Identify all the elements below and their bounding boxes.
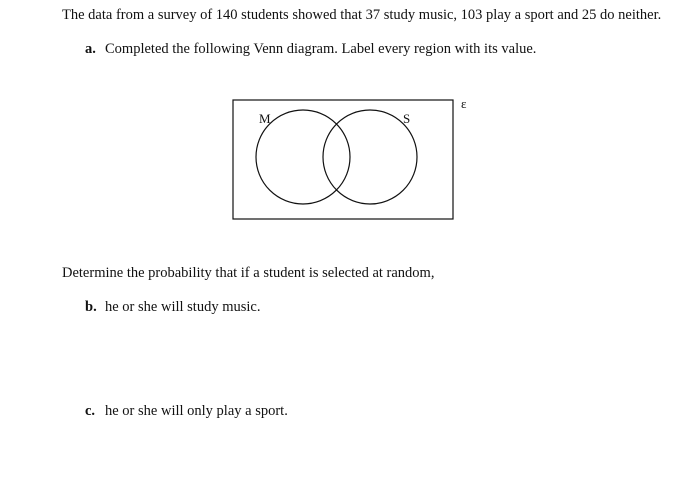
question-b-text: he or she will study music. bbox=[105, 299, 261, 315]
universal-set-symbol: ε bbox=[461, 96, 467, 111]
probability-instruction: Determine the probability that if a student is selected at random, bbox=[62, 265, 435, 281]
question-b-label: b. bbox=[85, 299, 97, 315]
question-a-text: Completed the following Venn diagram. Label every region with its value. bbox=[105, 41, 537, 57]
question-a-label: a. bbox=[85, 41, 96, 57]
question-b bbox=[85, 300, 260, 315]
question-c bbox=[85, 404, 288, 419]
set-m-label: M bbox=[259, 111, 271, 126]
question-c-label: c. bbox=[85, 403, 96, 419]
question-c-text: he or she will only play a sport. bbox=[105, 403, 288, 419]
set-s-label: S bbox=[403, 111, 411, 126]
problem-statement: The data from a survey of 140 students showed that 37 study music, 103 play a sport and 25 do neither. bbox=[62, 7, 662, 23]
